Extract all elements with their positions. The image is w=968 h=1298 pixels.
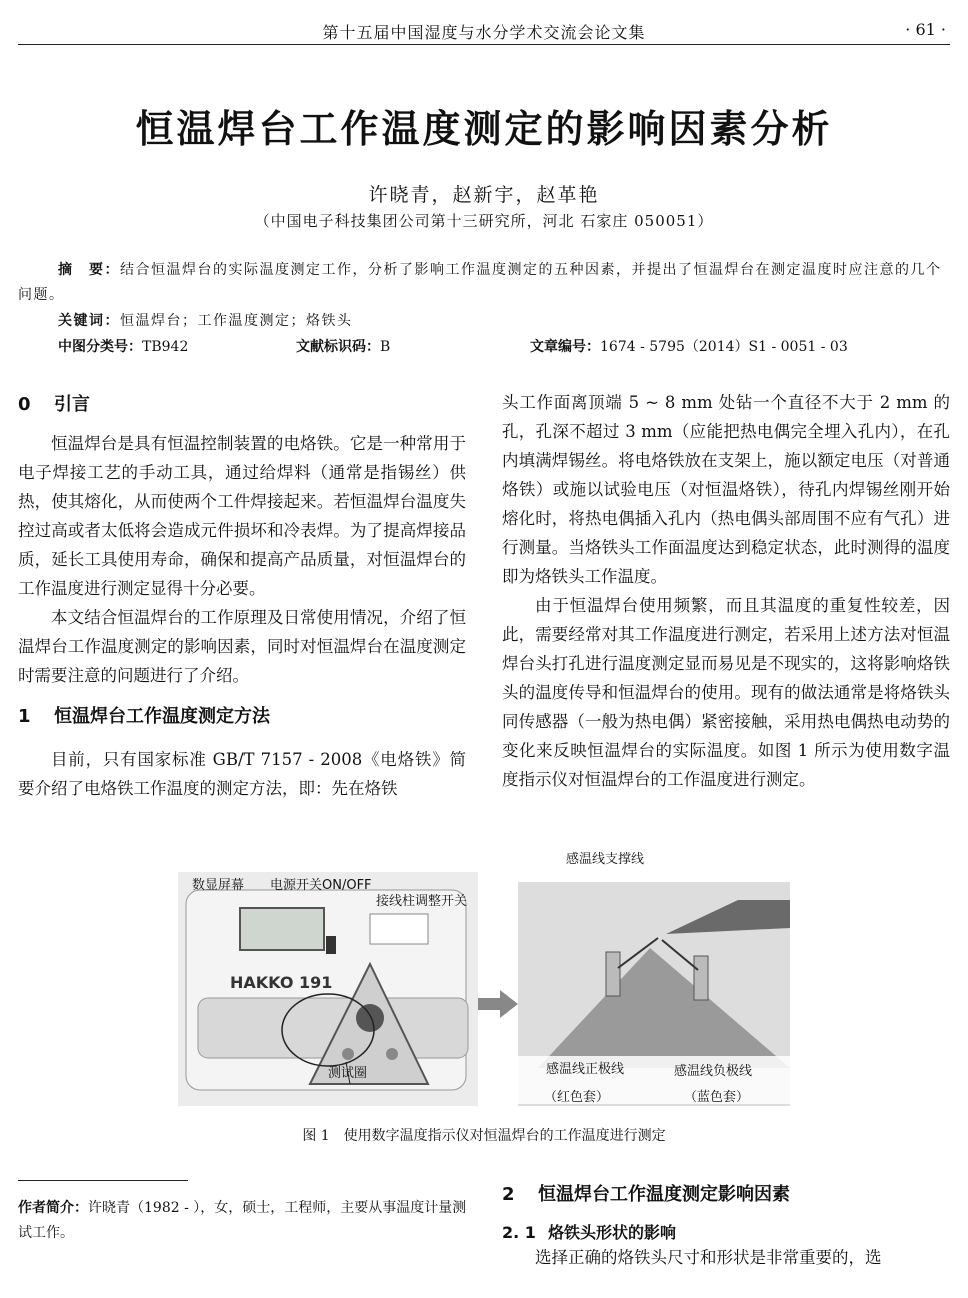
label-red-sleeve: （红色套） bbox=[544, 1090, 610, 1105]
section-1-heading: 1 恒温焊台工作温度测定方法 bbox=[18, 706, 270, 727]
arrow-icon bbox=[478, 990, 518, 1018]
label-test-ring: 测试圈 bbox=[328, 1066, 368, 1081]
post-right bbox=[386, 1048, 398, 1060]
section-0-heading: 0 引言 bbox=[18, 394, 90, 415]
author-footnote: 作者简介：许晓青（1982 - ），女，硕士，工程师，主要从事温度计量测试工作。 bbox=[18, 1200, 467, 1241]
label-negative-wire: 感温线负极线 bbox=[674, 1064, 753, 1079]
section-2 bbox=[502, 1180, 950, 1271]
affiliation: （中国电子科技集团公司第十三研究所，河北 石家庄 050051） bbox=[254, 212, 714, 230]
label-post-switch: 接线柱调整开关 bbox=[376, 894, 468, 909]
doc-code: 文献标识码：B bbox=[296, 339, 391, 355]
section-2-1-paragraph: 选择正确的烙铁头尺寸和形状是非常重要的，选 bbox=[535, 1248, 882, 1267]
figure-1 bbox=[178, 848, 790, 1106]
keywords bbox=[58, 310, 353, 330]
label-power-switch: 电源开关ON/OFF bbox=[270, 878, 372, 893]
abstract-text: 结合恒温焊台的实际温度测定工作，分析了影响工作温度测定的五种因素，并提出了恒温焊台在测定温度时应注意的几个问题。 bbox=[18, 262, 942, 303]
section-2-heading: 2 恒温焊台工作温度测定影响因素 bbox=[502, 1184, 790, 1205]
right-column bbox=[502, 388, 950, 794]
header-rule bbox=[18, 44, 950, 45]
method-paragraph-1: 目前，只有国家标准 GB/T 7157 - 2008《电烙铁》简要介绍了电烙铁工作温度的测定方法，即：先在烙铁 bbox=[18, 750, 466, 798]
section-2-1-heading: 2. 1 烙铁头形状的影响 bbox=[502, 1223, 677, 1242]
keywords-label: 关键词： bbox=[58, 313, 120, 329]
abstract-label: 摘 要： bbox=[58, 262, 120, 278]
article-number: 文章编号：1674 - 5795（2014）S1 - 0051 - 03 bbox=[530, 339, 848, 355]
intro-paragraph-2: 本文结合恒温焊台的工作原理及日常使用情况，介绍了恒温焊台工作温度测定的影响因素，同时对恒温焊台在温度测定时需要注意的问题进行了介绍。 bbox=[18, 608, 466, 685]
keywords-text: 恒温焊台；工作温度测定；烙铁头 bbox=[120, 313, 353, 329]
clc-number: 中图分类号：TB942 bbox=[58, 339, 189, 355]
photo-post-left bbox=[606, 952, 620, 996]
label-positive-wire: 感温线正极线 bbox=[546, 1062, 625, 1077]
photo-post-right bbox=[694, 956, 708, 1000]
abstract bbox=[18, 258, 950, 308]
paper-title: 恒温焊台工作温度测定的影响因素分析 bbox=[135, 107, 833, 151]
post-switch bbox=[370, 914, 428, 944]
post-left bbox=[342, 1048, 354, 1060]
running-header: 第十五届中国湿度与水分学术交流会论文集 bbox=[322, 23, 646, 42]
figure-1-caption: 图 1 使用数字温度指示仪对恒温焊台的工作温度进行测定 bbox=[302, 1128, 666, 1144]
brand-logo: HAKKO 191 bbox=[230, 973, 333, 992]
intro-paragraph-1: 恒温焊台是具有恒温控制装置的电烙铁。它是一种常用于电子焊接工艺的手动工具，通过给焊料（通常是指锡丝）供热，使其熔化，从而使两个工件焊接起来。若恒温焊台温度失控过高或者太低将会造成元件损坏和冷表焊。为了提高焊接品质，延长工具使用寿命，确保和提高产品质量，对恒温焊台的工作温度进行测定显得十分必要。 bbox=[18, 434, 466, 598]
authors: 许晓青，赵新宇，赵革艳 bbox=[368, 184, 600, 206]
left-column bbox=[18, 390, 466, 803]
test-ring bbox=[356, 1004, 384, 1032]
page-number: · 61 · bbox=[905, 20, 946, 39]
label-blue-sleeve: （蓝色套） bbox=[684, 1090, 750, 1105]
display-screen bbox=[240, 908, 324, 950]
method-paragraph-2: 头工作面离顶端 5 ~ 8 mm 处钻一个直径不大于 2 mm 的孔，孔深不超过 3 mm（应能把热电偶完全埋入孔内），在孔内填满焊锡丝。将电烙铁放在支架上，施以额定电压（对普通烙铁）或施以试验电压（对恒温烙铁），待孔内焊锡丝刚开始熔化时，将热电偶插入孔内（热电偶头部周围不应有气孔）进行测量。当烙铁头工作面温度达到稳定状态，此时测得的温度即为烙铁头工作温度。 bbox=[502, 393, 950, 586]
method-paragraph-3: 由于恒温焊台使用频繁，而且其温度的重复性较差，因此，需要经常对其工作温度进行测定，若采用上述方法对恒温焊台头打孔进行温度测定显而易见是不现实的，这将影响烙铁头的温度传导和恒温焊台的使用。现有的做法通常是将烙铁头同传感器（一般为热电偶）紧密接触，采用热电偶热电动势的变化来反映恒温焊台的实际温度。如图 1 所示为使用数字温度指示仪对恒温焊台的工作温度进行测定。 bbox=[502, 596, 950, 789]
label-display-screen: 数显屏幕 bbox=[192, 878, 245, 893]
label-support-wire: 感温线支撑线 bbox=[566, 852, 645, 867]
power-switch bbox=[326, 936, 336, 954]
footnote-rule bbox=[18, 1180, 188, 1181]
